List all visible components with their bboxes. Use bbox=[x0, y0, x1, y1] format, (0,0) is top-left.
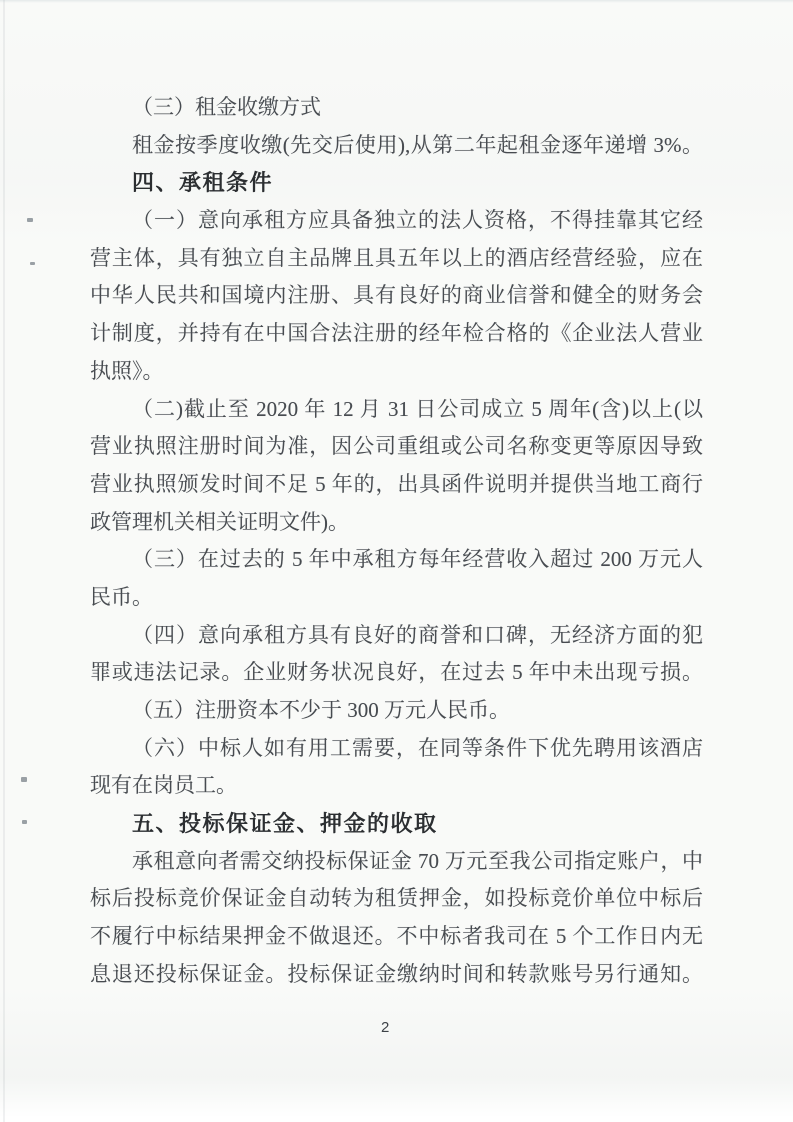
paragraph-line: 营主体，具有独立自主品牌且具五年以上的酒店经营经验，应在 bbox=[90, 245, 703, 270]
scan-artifact bbox=[27, 218, 33, 222]
section-heading-bid-deposit: 五、投标保证金、押金的收取 bbox=[132, 811, 438, 837]
paragraph-line: 中华人民共和国境内注册、具有良好的商业信誉和健全的财务会 bbox=[90, 283, 703, 308]
paragraph-line: 政管理机关相关证明文件)。 bbox=[90, 509, 349, 534]
paragraph-line: 罪或违法记录。企业财务状况良好，在过去 5 年中未出现亏损。 bbox=[90, 660, 703, 685]
paragraph-line: 执照》。 bbox=[90, 358, 164, 383]
paragraph-line: 租金按季度收缴(先交后使用),从第二年起租金逐年递增 3%。 bbox=[132, 132, 703, 157]
paragraph-line: （一）意向承租方应具备独立的法人资格，不得挂靠其它经 bbox=[132, 208, 703, 233]
paragraph-line: 民币。 bbox=[90, 584, 153, 609]
scan-edge bbox=[3, 0, 5, 1122]
paragraph-line: （六）中标人如有用工需要，在同等条件下优先聘用该酒店 bbox=[132, 735, 703, 760]
paragraph-line: 不履行中标结果押金不做退还。不中标者我司在 5 个工作日内无 bbox=[90, 924, 703, 949]
paragraph-line: 息退还投标保证金。投标保证金缴纳时间和转款账号另行通知。 bbox=[90, 961, 703, 986]
subsection-heading-rent-collection: （三）租金收缴方式 bbox=[132, 95, 321, 119]
page-number: 2 bbox=[381, 1019, 390, 1036]
section-heading-lease-conditions: 四、承租条件 bbox=[132, 170, 274, 196]
paragraph-line: 营业执照注册时间为准，因公司重组或公司名称变更等原因导致 bbox=[90, 434, 703, 459]
paragraph-line: 计制度，并持有在中国合法注册的经年检合格的《企业法人营业 bbox=[90, 321, 703, 346]
paragraph-line: 营业执照颁发时间不足 5 年的，出具函件说明并提供当地工商行 bbox=[90, 471, 703, 496]
paragraph-line: 承租意向者需交纳投标保证金 70 万元至我公司指定账户，中 bbox=[132, 848, 703, 873]
paragraph-line: 标后投标竞价保证金自动转为租赁押金，如投标竞价单位中标后 bbox=[90, 886, 703, 911]
scan-artifact bbox=[30, 262, 35, 265]
document-body bbox=[90, 89, 703, 994]
paragraph-line: 现有在岗员工。 bbox=[90, 773, 237, 798]
scan-artifact bbox=[21, 777, 27, 782]
paragraph-line: （四）意向承租方具有良好的商誉和口碑，无经济方面的犯 bbox=[132, 622, 703, 647]
paragraph-line: （五）注册资本不少于 300 万元人民币。 bbox=[132, 698, 510, 722]
paragraph-line: （二)截止至 2020 年 12 月 31 日公司成立 5 周年(含)以上(以 bbox=[132, 396, 703, 421]
paragraph-line: （三）在过去的 5 年中承租方每年经营收入超过 200 万元人 bbox=[132, 547, 703, 572]
scan-artifact bbox=[22, 820, 27, 824]
